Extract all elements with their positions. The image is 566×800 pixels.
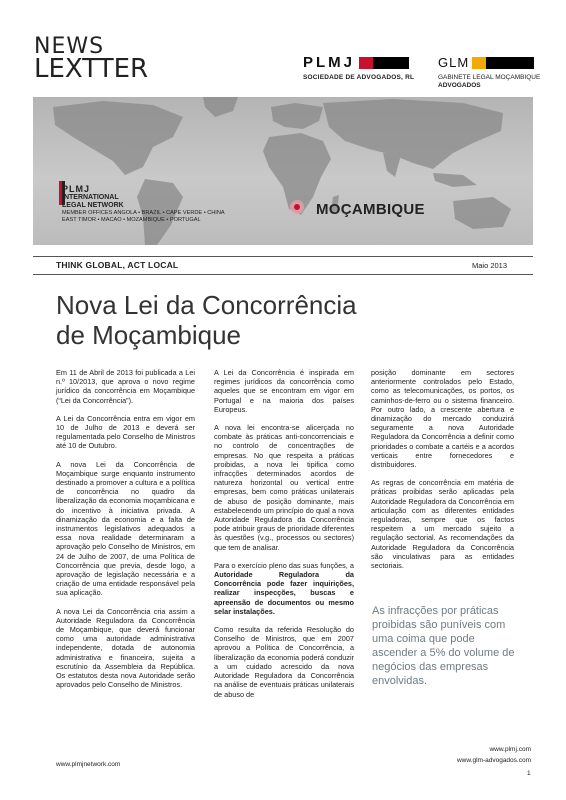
plmj-logo-bar xyxy=(359,57,409,69)
page-number: 1 xyxy=(527,770,531,777)
network-line1: INTERNATIONAL xyxy=(62,194,119,201)
network-line2: LEGAL NETWORK xyxy=(62,202,124,209)
slogan: THINK GLOBAL, ACT LOCAL xyxy=(56,260,179,270)
glm-logo-subtitle: GABINETE LEGAL MOÇAMBIQUE xyxy=(438,74,541,81)
newsletter-title-line2: LEXTTER xyxy=(34,54,149,84)
paragraph: A Lei da Concorrência é inspirada em regimes jurídicos da concorrência como aqueles que se encontram em vigor em Portugal e na maioria dos países Europeus. xyxy=(214,368,354,414)
paragraph xyxy=(214,561,354,616)
article-column-2 xyxy=(214,368,354,708)
plmj-logo xyxy=(303,54,425,81)
headline-line1: Nova Lei da Concorrência xyxy=(56,290,357,320)
article-column-3 xyxy=(371,368,514,579)
glm-logo-subtitle-2: ADVOGADOS xyxy=(438,82,481,89)
headline-line2: de Moçambique xyxy=(56,320,241,350)
network-block xyxy=(62,185,225,224)
plmj-website-link[interactable]: www.plmj.com xyxy=(489,746,531,753)
pull-quote: As infracções por práticas proibidas são puníveis com uma coima que pode ascender a 5% do volume de negócios das empresas envolvidas. xyxy=(372,605,515,687)
newsletter-title xyxy=(34,34,149,84)
footer-links xyxy=(445,744,531,766)
paragraph: Como resulta da referida Resolução do Conselho de Ministros, que em 2007 aprovou a Política de Concorrência, a liberalização da economia poderá conduzir a um cuidado acrescido da nova Autoridade Reguladora da Concorrência na análise de eventuais práticas unilaterais de abuso de xyxy=(214,625,354,699)
network-website-link[interactable]: www.plmjnetwork.com xyxy=(56,761,121,768)
paragraph-text: Para o exercício pleno das suas funções, a xyxy=(214,560,354,570)
paragraph: posição dominante em sectores anteriormente controlados pelo Estado, como as telecomunicações, os portos, os caminhos-de-ferro ou o sistema financeiro. Por outro lado, a crescente abertura e dinamização do mercado conduzirá seguramente a nova Autoridade Reguladora da Concorrência a definir como prioridades o combate a cartéis e a acordos verticais entre fornecedores e distribuidores. xyxy=(371,368,514,470)
paragraph: A nova Lei da Concorrência de Moçambique surge enquanto instrumento destinado a promover a cultura e a política de concorrência no quadro da liberalização da economia moçambicana e do incentivo à iniciativa privada. A dinamização da economia e a falta de instrumentos legislativos adequados a essa nova realidade determinaram a aprovação pelo Conselho de Ministros, em 24 de Julho de 2007, de uma Política de Concorrência que previa, desde logo, a aprovação de legislação necessária e a criação de uma entidade responsável pela sua aplicação. xyxy=(56,459,195,598)
article-column-1 xyxy=(56,368,195,699)
paragraph: A nova lei encontra-se alicerçada no combate às práticas anti-concorrenciais e no controlo de concentrações de empresas. No que respeita a práticas proibidas, a nova lei tipifica como infracções determinados acordos de natureza horizontal ou vertical entre empresas, bem como práticas unilaterais de abuso de posição dominante, mais estabelecendo um princípio do qual a nova Autoridade Reguladora da Concorrência pode atribuir graus de prioridade diferentes às questões (v.g., processos ou sectores) que tem de analisar. xyxy=(214,423,354,552)
network-name: PLMJ xyxy=(62,184,91,194)
strap-bottom-rule xyxy=(33,274,533,275)
article-headline xyxy=(56,290,376,350)
paragraph-emphasis: Autoridade Reguladora da Concorrência pode fazer inquirições, realizar inspecções, buscas e apreensão de documentos ou mesmo selar instalações. xyxy=(214,570,354,616)
paragraph: Em 11 de Abril de 2013 foi publicada a Lei n.º 10/2013, que aprova o novo regime jurídico da concorrência em Moçambique (“Lei da Concorrência”). xyxy=(56,368,195,405)
issue-date: Maio 2013 xyxy=(472,261,508,270)
glm-logo-name: GLM xyxy=(438,55,470,70)
glm-logo xyxy=(438,54,548,90)
paragraph: As regras de concorrência em matéria de práticas proibidas serão aplicadas pela Autoridade Reguladora da Concorrência em articulação com as diferentes entidades reguladoras, sempre que os factos respeitem a um mercado sujeito a regulação sectorial. As recomendações da Autoridade Reguladora da Concorrência são vinculativas para as entidades sectoriais. xyxy=(371,478,514,571)
paragraph: A Lei da Concorrência entra em vigor em 10 de Julho de 2013 e deverá ser regulamentada pelo Conselho de Ministros até 10 de Outubro. xyxy=(56,413,195,451)
plmj-logo-subtitle: SOCIEDADE DE ADVOGADOS, RL xyxy=(303,74,415,81)
strap-top-rule xyxy=(33,256,533,257)
glm-website-link[interactable]: www.glm-advogados.com xyxy=(456,757,531,764)
paragraph: A nova Lei da Concorrência cria assim a Autoridade Reguladora da Concorrência de Moçambique, que deverá funcionar como uma autoridade administrativa independente, dotada de autonomia administrativa e financeira, sujeita a escrutínio da Assembleia da República. Os estatutos desta nova Autoridade serão aprovados pelo Conselho de Ministros. xyxy=(56,606,195,690)
country-label: MOÇAMBIQUE xyxy=(316,201,425,218)
newsletter-title-line1: NEWS xyxy=(34,34,105,59)
network-offices-line2: EAST TIMOR • MACAO • MOZAMBIQUE • PORTUGAL xyxy=(62,217,201,223)
plmj-logo-name: PLMJ xyxy=(303,54,356,71)
glm-logo-bar xyxy=(472,57,534,69)
network-offices-line1: MEMBER OFFICES ANGOLA • BRAZIL • CAPE VERDE • CHINA xyxy=(62,210,225,216)
